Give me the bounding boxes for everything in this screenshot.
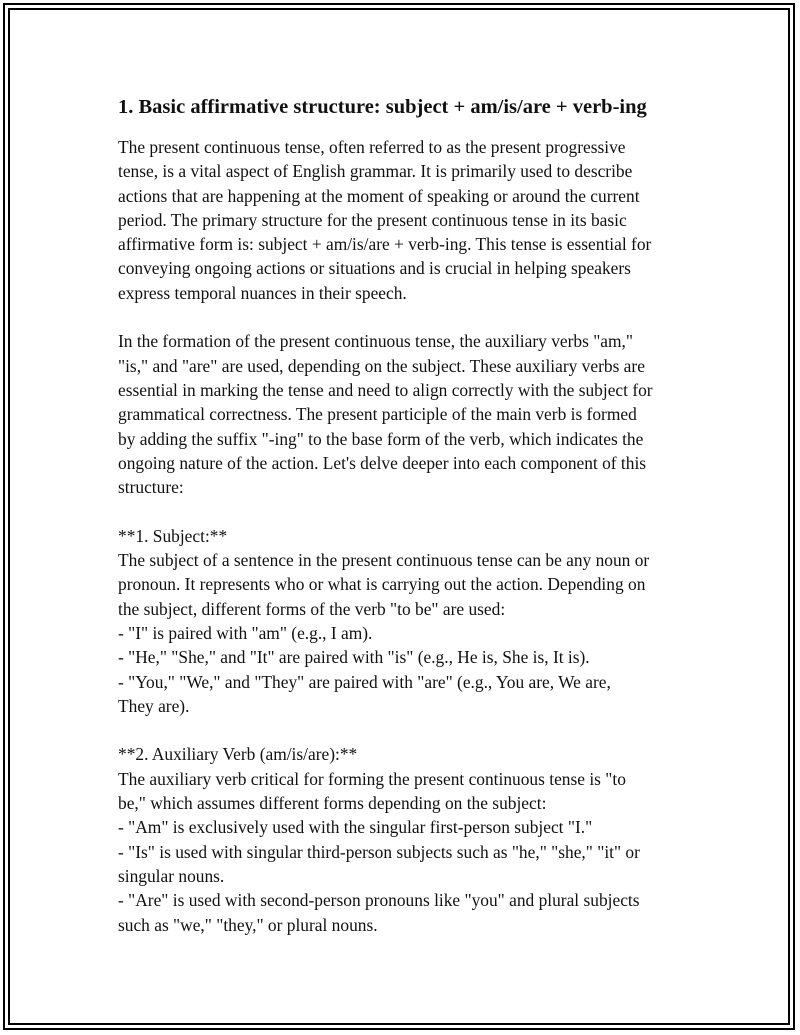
text-line: the subject, different forms of the verb "to be" are used: — [118, 598, 506, 619]
text-line: such as "we," "they," or plural nouns. — [118, 914, 378, 935]
text-line: affirmative form is: subject + am/is/are + verb-ing. This tense is essential for — [118, 234, 652, 255]
text-line: In the formation of the present continuous tense, the auxiliary verbs "am," — [118, 331, 634, 352]
list-item: - "You," "We," and "They" are paired with "are" (e.g., You are, We are, — [118, 671, 611, 692]
document-body — [118, 93, 693, 937]
text-line: The present continuous tense, often referred to as the present progressive — [118, 137, 626, 157]
text-line: They are). — [118, 695, 190, 716]
list-item: - "Is" is used with singular third-person subjects such as "he," "she," "it" or — [118, 841, 640, 862]
text-line: structure: — [118, 477, 184, 498]
text-line: pronoun. It represents who or what is carrying out the action. Depending on — [118, 574, 646, 595]
text-line: ongoing nature of the action. Let's delve deeper into each component of this — [118, 452, 647, 473]
text-line: by adding the suffix "-ing" to the base form of the verb, which indicates the — [118, 428, 644, 449]
list-item: - "Are" is used with second-person pronouns like "you" and plural subjects — [118, 890, 640, 911]
text-line: "is," and "are" are used, depending on the subject. These auxiliary verbs are — [118, 355, 645, 376]
section-heading: 1. Basic affirmative structure: subject + am/is/are + verb-ing — [118, 96, 647, 118]
text-line: grammatical correctness. The present participle of the main verb is formed — [118, 404, 637, 425]
paragraph-formation — [118, 329, 693, 499]
text-line: essential in marking the tense and need to align correctly with the subject for — [118, 379, 653, 400]
text-line: singular nouns. — [118, 865, 225, 886]
list-item: - "He," "She," and "It" are paired with "is" (e.g., He is, She is, It is). — [118, 647, 590, 668]
text-line: The subject of a sentence in the present continuous tense can be any noun or — [118, 550, 650, 571]
text-line: tense, is a vital aspect of English grammar. It is primarily used to describe — [118, 161, 633, 182]
text-line: period. The primary structure for the present continuous tense in its basic — [118, 209, 627, 230]
subsection-label: **1. Subject:** — [118, 525, 228, 546]
subsection-label: **2. Auxiliary Verb (am/is/are):** — [118, 744, 358, 765]
text-line: actions that are happening at the moment of speaking or around the current — [118, 185, 640, 206]
text-line: express temporal nuances in their speech. — [118, 282, 407, 303]
paragraph-intro — [118, 135, 693, 305]
paragraph-auxiliary-verb — [118, 742, 693, 936]
text-line: The auxiliary verb critical for forming the present continuous tense is "to — [118, 768, 626, 789]
text-line: conveying ongoing actions or situations and is crucial in helping speakers — [118, 258, 631, 279]
list-item: - "Am" is exclusively used with the singular first-person subject "I." — [118, 817, 593, 838]
list-item: - "I" is paired with "am" (e.g., I am). — [118, 622, 373, 643]
text-line: be," which assumes different forms depending on the subject: — [118, 793, 547, 814]
paragraph-subject — [118, 524, 693, 718]
